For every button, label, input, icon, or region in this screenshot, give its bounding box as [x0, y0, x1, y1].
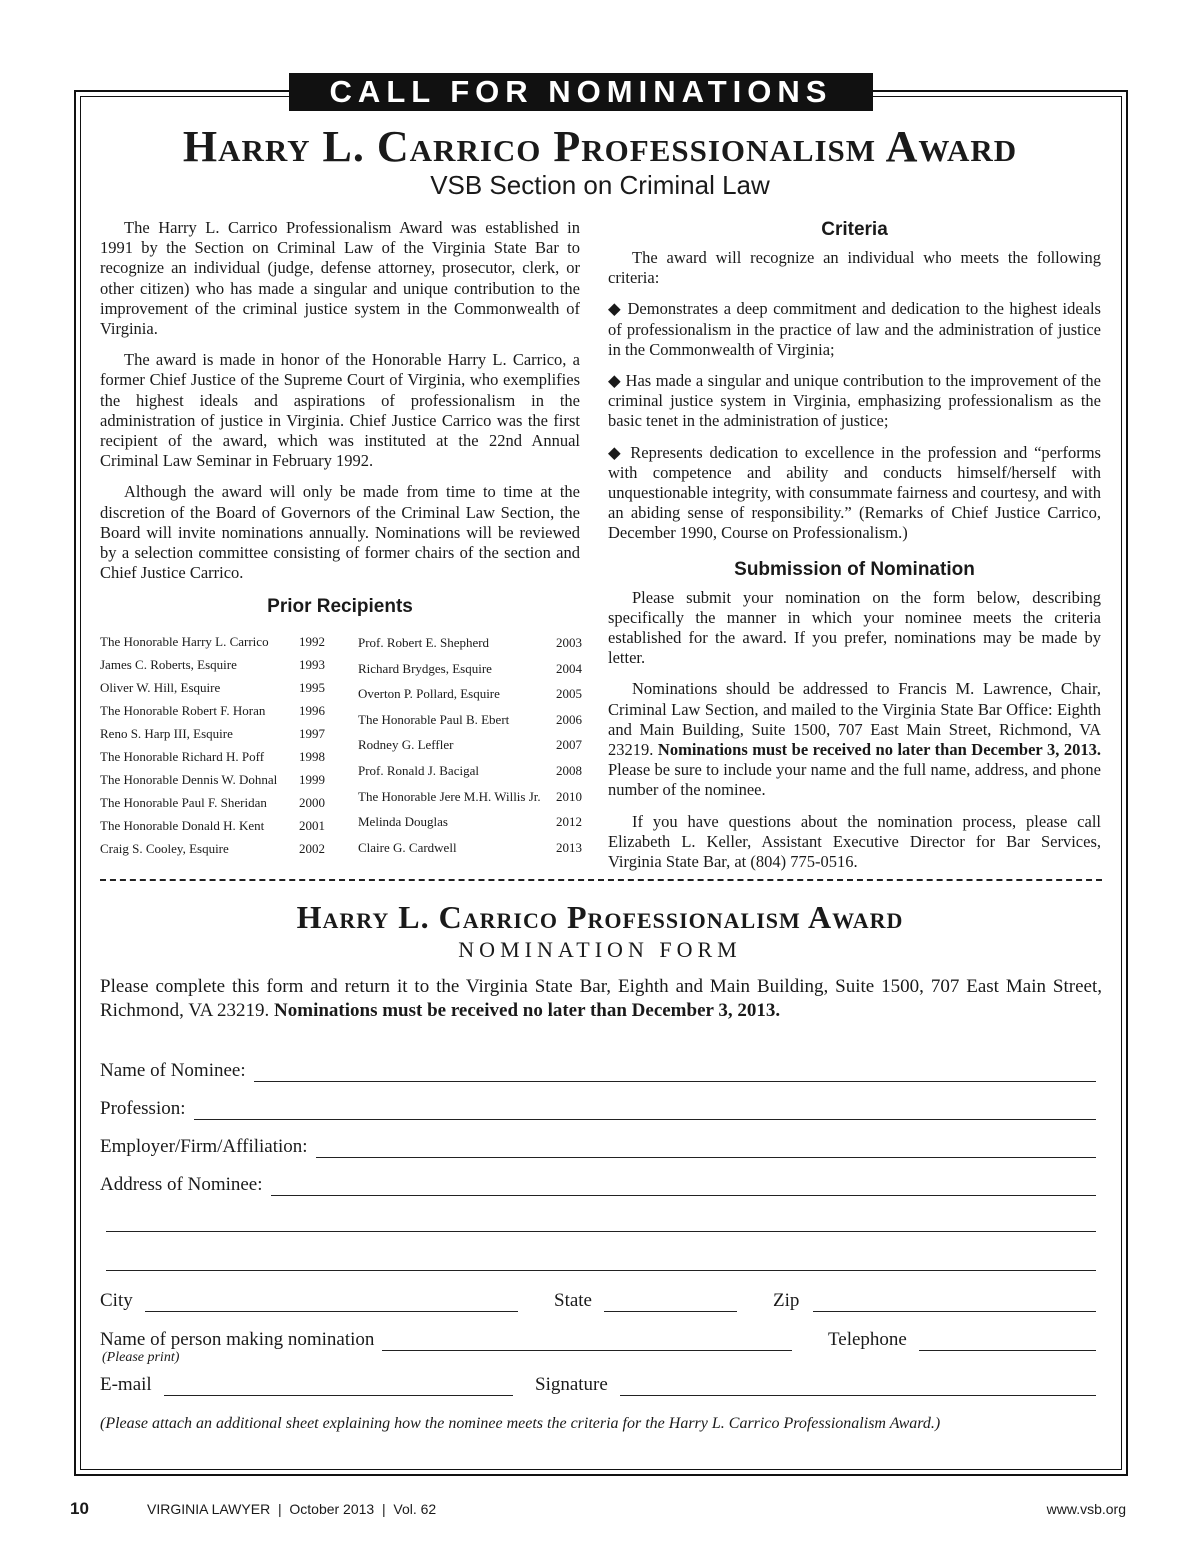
recipient-row	[358, 758, 582, 784]
submission-paragraph: Please submit your nomination on the form below, describing specifically the manner in which your nominee meets the criteria established for the award. If you prefer, nominations may be made by letter.	[608, 587, 1101, 668]
recipient-name: Melinda Douglas	[358, 814, 448, 830]
award-title: Harry L. Carrico Professionalism Award	[182, 122, 1018, 171]
email-label: E-mail	[100, 1374, 152, 1395]
description-column	[100, 218, 580, 594]
signature-field[interactable]	[535, 1374, 1096, 1396]
criteria-column	[608, 218, 1101, 883]
address-line-3[interactable]	[106, 1270, 1096, 1271]
zip-line[interactable]	[813, 1293, 1096, 1312]
recipient-name: Reno S. Harp III, Esquire	[100, 726, 233, 741]
submission-paragraph: Nominations should be addressed to Francis M. Lawrence, Chair, Criminal Law Section, and mailed to the Virginia State Bar Office: Eighth and Main Building, Suite 1500, 707 East Main Street, Richmond, VA 23219. Nominations must be received no later than December 3, 2013. Please be sure to include your name and the full name, address, and phone number of the nominee.	[608, 679, 1102, 800]
recipient-year: 1992	[299, 634, 325, 649]
prior-recipients-heading: Prior Recipients	[267, 596, 413, 617]
submission-paragraph: If you have questions about the nomination process, please call Elizabeth L. Keller, Assistant Executive Director for Bar Services, Virginia State Bar, at (804) 775-0516.	[608, 811, 1101, 872]
recipient-year: 1999	[299, 772, 325, 787]
city-field[interactable]	[100, 1290, 518, 1312]
recipient-name: Prof. Ronald J. Bacigal	[358, 762, 479, 778]
state-line[interactable]	[604, 1293, 737, 1312]
recipient-row	[100, 699, 325, 722]
recipient-row	[100, 676, 325, 699]
address-line[interactable]	[271, 1177, 1096, 1196]
email-field[interactable]	[100, 1374, 513, 1396]
prior-recipients-section	[100, 595, 580, 619]
employer-line[interactable]	[316, 1139, 1096, 1158]
recipient-row	[100, 791, 325, 814]
recipient-row	[358, 732, 582, 758]
signature-label: Signature	[535, 1374, 608, 1395]
employer-field[interactable]	[100, 1136, 1096, 1158]
nominator-line[interactable]	[382, 1332, 792, 1351]
form-subtitle: NOMINATION FORM	[458, 937, 742, 962]
diamond-bullet-icon: ◆	[608, 442, 624, 462]
recipient-name: Craig S. Cooley, Esquire	[100, 841, 229, 856]
recipient-year: 2003	[556, 635, 582, 650]
recipient-year: 2013	[556, 839, 582, 855]
zip-field[interactable]	[773, 1290, 1096, 1312]
address-line-2[interactable]	[106, 1231, 1096, 1232]
zip-label: Zip	[773, 1290, 800, 1311]
description-paragraph: The Harry L. Carrico Professionalism Award was established in 1991 by the Section on Criminal Law of the Virginia State Bar to recognize an individual (judge, defense attorney, prosecutor, clerk, or other citizen) who has made a singular and unique contribution to the improvement of the criminal justice system in the Commonwealth of Virginia.	[100, 218, 580, 339]
recipient-year: 1993	[299, 657, 325, 672]
publication-info: VIRGINIA LAWYER | October 2013 | Vol. 62	[147, 1501, 437, 1517]
please-print-note: (Please print)	[102, 1350, 180, 1365]
recipient-name: Richard Brydges, Esquire	[358, 660, 492, 676]
criteria-heading: Criteria	[821, 219, 888, 240]
call-for-nominations-banner: CALL FOR NOMINATIONS	[289, 73, 873, 111]
recipient-name: The Honorable Paul B. Ebert	[358, 711, 510, 727]
recipient-year: 2004	[556, 660, 582, 676]
profession-label: Profession:	[100, 1098, 186, 1119]
recipient-year: 2002	[299, 841, 325, 856]
recipient-row	[100, 768, 325, 791]
page-number: 10	[70, 1499, 89, 1518]
recipient-year: 1996	[299, 703, 325, 718]
recipients-list-right	[358, 630, 582, 860]
recipient-year: 2001	[299, 818, 325, 833]
state-label: State	[554, 1290, 592, 1311]
recipient-row	[358, 681, 582, 707]
nominee-name-line[interactable]	[254, 1063, 1096, 1082]
nominator-field[interactable]	[100, 1329, 792, 1351]
recipients-list-left	[100, 630, 325, 860]
recipient-year: 2006	[556, 711, 582, 727]
recipient-row	[358, 835, 582, 861]
nominator-label: Name of person making nomination	[100, 1329, 375, 1350]
telephone-field[interactable]	[828, 1329, 1096, 1351]
telephone-label: Telephone	[828, 1329, 907, 1350]
address-label: Address of Nominee:	[100, 1174, 263, 1195]
award-subtitle: VSB Section on Criminal Law	[430, 170, 770, 200]
address-field[interactable]	[100, 1174, 1096, 1196]
recipient-name: Prof. Robert E. Shepherd	[358, 635, 490, 650]
recipient-name: The Honorable Jere M.H. Willis Jr.	[358, 788, 541, 804]
recipient-row	[100, 630, 325, 653]
recipient-year: 2008	[556, 762, 582, 778]
criteria-bullet: ◆ Demonstrates a deep commitment and dedication to the highest ideals of professionalism in the practice of law and the administration of justice in the Commonwealth of Virginia;	[608, 299, 1101, 359]
email-line[interactable]	[164, 1377, 513, 1396]
city-label: City	[100, 1290, 133, 1311]
website-link[interactable]: www.vsb.org	[1046, 1501, 1126, 1517]
diamond-bullet-icon: ◆	[608, 371, 622, 391]
city-line[interactable]	[145, 1293, 518, 1312]
recipient-row	[100, 722, 325, 745]
recipient-year: 2012	[556, 814, 582, 830]
recipient-row	[358, 809, 582, 835]
recipient-row	[358, 784, 582, 810]
form-instructions: Please complete this form and return it to the Virginia State Bar, Eighth and Main Building, Suite 1500, 707 East Main Street, Richmond, VA 23219. Nominations must be received no later than December 3, 2013.	[100, 976, 1102, 1021]
recipient-name: Rodney G. Leffler	[358, 737, 454, 753]
recipient-row	[358, 630, 582, 656]
recipient-row	[358, 707, 582, 733]
employer-label: Employer/Firm/Affiliation:	[100, 1136, 308, 1157]
recipient-year: 2007	[556, 737, 582, 753]
description-paragraph: The award is made in honor of the Honorable Harry L. Carrico, a former Chief Justice of the Supreme Court of Virginia, who exemplifies the highest ideals and aspirations of professionalism in the administration of justice in Virginia. Chief Justice Carrico was the first recipient of the award, which was instituted at the 22nd Annual Criminal Law Seminar in February 1992.	[100, 350, 580, 471]
recipient-name: Claire G. Cardwell	[358, 839, 457, 855]
recipient-year: 2010	[556, 788, 582, 804]
recipient-name: The Honorable Donald H. Kent	[100, 818, 265, 833]
recipient-name: The Honorable Richard H. Poff	[100, 749, 265, 764]
submission-heading: Submission of Nomination	[734, 558, 975, 580]
description-paragraph: Although the award will only be made from time to time at the discretion of the Board of Governors of the Criminal Law Section, the Board will invite nominations annually. Nominations will be reviewed by a selection committee consisting of former chairs of the section and Chief Justice Carrico.	[100, 482, 580, 583]
recipient-row	[100, 745, 325, 768]
nominee-name-label: Name of Nominee:	[100, 1060, 246, 1081]
recipient-name: Overton P. Pollard, Esquire	[358, 686, 500, 702]
signature-line[interactable]	[620, 1377, 1096, 1396]
profession-field[interactable]	[100, 1098, 1096, 1120]
recipient-year: 2005	[556, 686, 582, 702]
criteria-bullet: ◆ Represents dedication to excellence in the profession and “performs with competence and ability and conducts himself/herself with unquestionable integrity, with consummate fairness and courtesy, and with an abiding sense of responsibility.” (Remarks of Chief Justice Carrico, December 1990, Course on Professionalism.)	[608, 442, 1101, 543]
criteria-bullet: ◆ Has made a singular and unique contribution to the improvement of the criminal justice system in Virginia, emphasizing professionalism as the basic tenet in the administration of justice;	[608, 371, 1101, 431]
telephone-line[interactable]	[919, 1332, 1096, 1351]
recipient-name: The Honorable Robert F. Horan	[100, 703, 266, 718]
recipient-row	[100, 814, 325, 837]
recipient-year: 2000	[299, 795, 325, 810]
recipient-year: 1995	[299, 680, 325, 695]
recipient-row	[358, 656, 582, 682]
recipient-name: Oliver W. Hill, Esquire	[100, 680, 221, 695]
recipient-year: 1998	[299, 749, 325, 764]
recipient-row	[100, 653, 325, 676]
attachment-note: (Please attach an additional sheet explaining how the nominee meets the criteria for the Harry L. Carrico Professionalism Award.)	[100, 1415, 941, 1432]
profession-line[interactable]	[194, 1101, 1097, 1120]
deadline-text: Nominations must be received no later than December 3, 2013.	[657, 740, 1102, 760]
form-title: Harry L. Carrico Professionalism Award	[296, 899, 904, 935]
nominee-name-field[interactable]	[100, 1060, 1096, 1082]
state-field[interactable]	[554, 1290, 737, 1312]
recipient-row	[100, 837, 325, 860]
cut-line-divider	[100, 879, 1102, 881]
recipient-name: The Honorable Paul F. Sheridan	[100, 795, 267, 810]
recipient-name: James C. Roberts, Esquire	[100, 657, 237, 672]
recipient-name: The Honorable Harry L. Carrico	[100, 634, 269, 649]
form-deadline-text: Nominations must be received no later than December 3, 2013.	[274, 1000, 781, 1021]
criteria-intro: The award will recognize an individual who meets the following criteria:	[608, 248, 1101, 288]
diamond-bullet-icon: ◆	[608, 299, 623, 319]
recipient-year: 1997	[299, 726, 325, 741]
recipient-name: The Honorable Dennis W. Dohnal	[100, 772, 278, 787]
